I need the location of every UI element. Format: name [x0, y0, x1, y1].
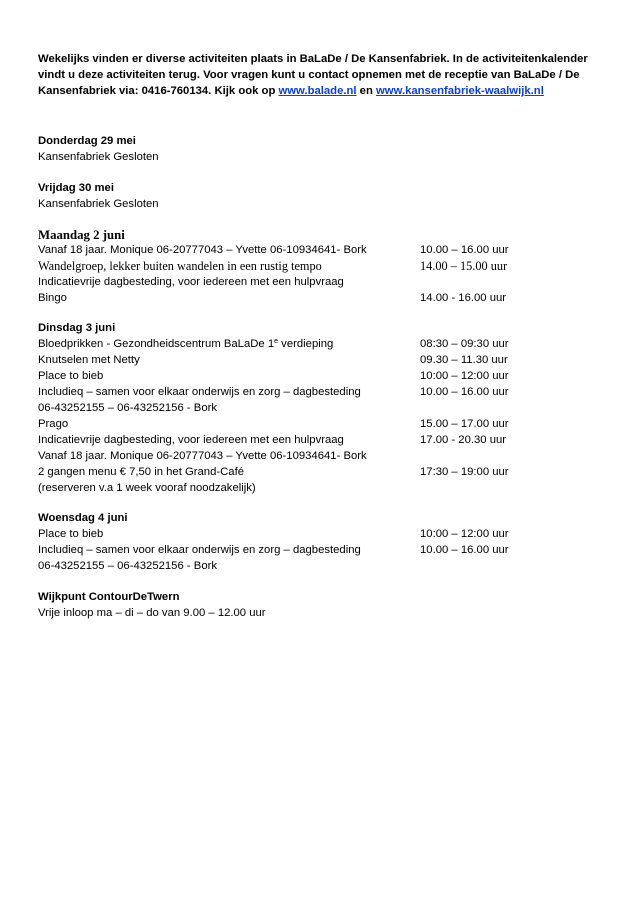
- dinsdag-row-8: 2 gangen menu € 7,50 in het Grand-Café: [38, 466, 244, 478]
- heading-wijkpunt: Wijkpunt ContourDeTwern: [38, 591, 180, 603]
- intro-connector: en: [356, 85, 376, 97]
- donderdag-line: Kansenfabriek Gesloten: [38, 151, 159, 163]
- intro-paragraph: [38, 51, 608, 99]
- maandag-time-2: 14.00 – 15.00 uur: [420, 259, 508, 273]
- dinsdag-time-8: 17:30 – 19:00 uur: [420, 466, 509, 478]
- heading-vrijdag: Vrijdag 30 mei: [38, 182, 114, 194]
- maandag-time-1: 10.00 – 16.00 uur: [420, 244, 509, 256]
- maandag-time-4: 14.00 - 16.00 uur: [420, 292, 507, 304]
- woensdag-row-3: 06-43252155 – 06-43252156 - Bork: [38, 560, 218, 572]
- heading-donderdag: Donderdag 29 mei: [38, 135, 136, 147]
- dinsdag-time-2: 10:00 – 12:00 uur: [420, 370, 509, 382]
- wijkpunt-line: Vrije inloop ma – di – do van 9.00 – 12.00 uur: [38, 607, 266, 619]
- woensdag-time-2: 10.00 – 16.00 uur: [420, 544, 509, 556]
- kansenfabriek-link[interactable]: www.kansenfabriek-waalwijk.nl: [376, 85, 544, 97]
- dinsdag-row-4: 06-43252155 – 06-43252156 - Bork: [38, 402, 218, 414]
- dinsdag-time-6: 17.00 - 20.30 uur: [420, 434, 507, 446]
- dinsdag-row-5: Prago: [38, 418, 69, 430]
- dinsdag-row-6: Indicatievrije dagbesteding, voor iedereen met een hulpvraag: [38, 434, 344, 446]
- woensdag-time-1: 10:00 – 12:00 uur: [420, 528, 509, 540]
- dinsdag-time-1: 09.30 – 11.30 uur: [420, 354, 508, 366]
- vrijdag-line: Kansenfabriek Gesloten: [38, 198, 159, 210]
- dinsdag-row-1: Knutselen met Netty: [38, 354, 140, 366]
- woensdag-row-2: Includieq – samen voor elkaar onderwijs en zorg – dagbesteding: [38, 544, 361, 556]
- balade-link[interactable]: www.balade.nl: [278, 85, 357, 97]
- superscript-e: e: [274, 338, 279, 345]
- bloedprikken-suffix: verdieping: [278, 338, 334, 350]
- dinsdag-time-3: 10.00 – 16.00 uur: [420, 386, 509, 398]
- bloedprikken-text: Bloedprikken - Gezondheidscentrum BaLaDe 1: [38, 338, 275, 350]
- intro-text: Wekelijks vinden er diverse activiteiten plaats in BaLaDe / De Kansenfabriek. In de activiteitenkalender vindt u deze activiteiten terug. Voor vragen kunt u contact opnemen met de receptie van BaLaDe / De Kansenfabriek via: 0416-760134. Kijk ook op: [38, 53, 588, 97]
- dinsdag-row-bloedprikken: [38, 336, 333, 352]
- maandag-row-4: Bingo: [38, 292, 67, 304]
- dinsdag-row-2: Place to bieb: [38, 370, 104, 382]
- heading-maandag: Maandag 2 juni: [38, 228, 125, 242]
- woensdag-row-1: Place to bieb: [38, 528, 104, 540]
- heading-woensdag: Woensdag 4 juni: [38, 512, 128, 524]
- dinsdag-time-bloedprikken: 08:30 – 09:30 uur: [420, 338, 509, 350]
- dinsdag-row-3: Includieq – samen voor elkaar onderwijs en zorg – dagbesteding: [38, 386, 361, 398]
- heading-dinsdag: Dinsdag 3 juni: [38, 322, 116, 334]
- maandag-row-1: Vanaf 18 jaar. Monique 06-20777043 – Yvette 06-10934641- Bork: [38, 244, 367, 256]
- dinsdag-time-5: 15.00 – 17.00 uur: [420, 418, 509, 430]
- maandag-row-3: Indicatievrije dagbesteding, voor iedereen met een hulpvraag: [38, 276, 344, 288]
- dinsdag-row-7: Vanaf 18 jaar. Monique 06-20777043 – Yvette 06-10934641- Bork: [38, 450, 367, 462]
- dinsdag-row-9: (reserveren v.a 1 week vooraf noodzakelijk): [38, 482, 256, 494]
- maandag-row-2: Wandelgroep, lekker buiten wandelen in een rustig tempo: [38, 259, 322, 273]
